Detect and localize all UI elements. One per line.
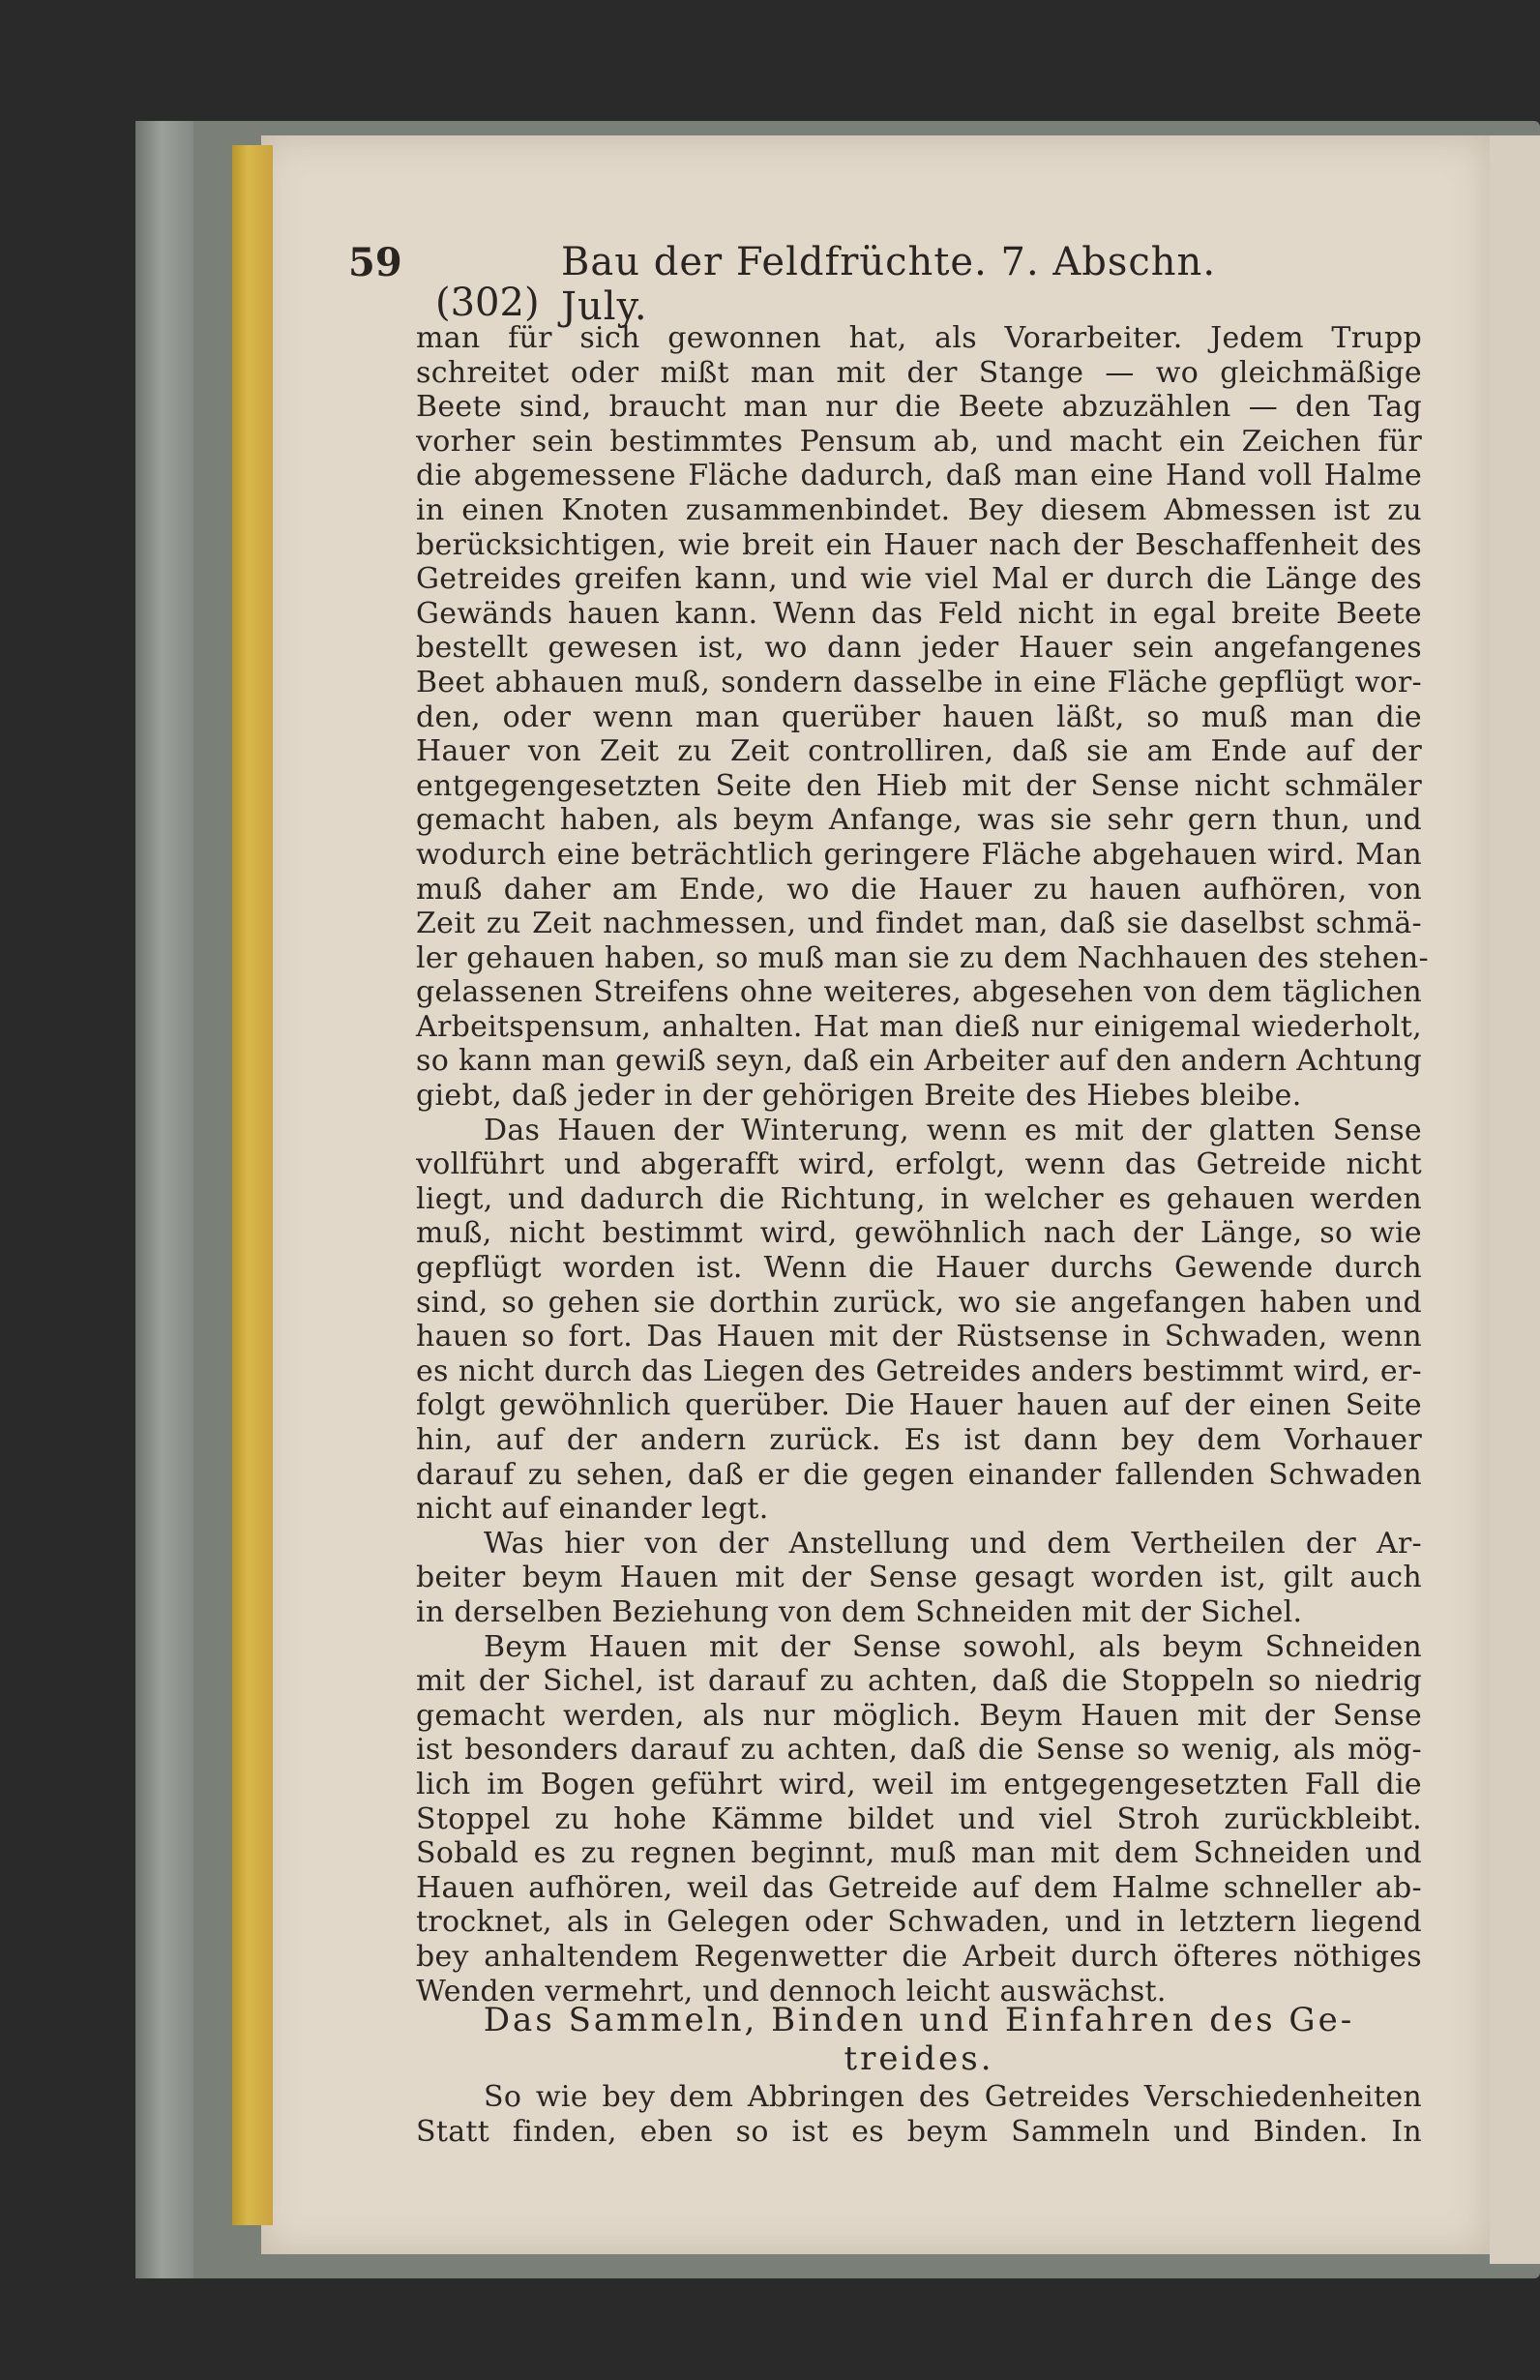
- text-line: man für sich gewonnen hat, als Vorarbeiter. Jedem Trupp: [416, 321, 1422, 355]
- section-heading-line-2: treides.: [844, 2039, 994, 2078]
- text-line: vorher sein bestimmtes Pensum ab, und macht ein Zeichen für: [416, 424, 1422, 459]
- text-line: den, oder wenn man querüber hauen läßt, so muß man die: [416, 699, 1422, 734]
- text-line: in einen Knoten zusammenbindet. Bey diesem Abmessen ist zu: [416, 492, 1422, 527]
- text-line: gemacht haben, als beym Anfange, was sie sehr gern thun, und: [416, 803, 1422, 838]
- text-line: So wie bey dem Abbringen des Getreides Verschiedenheiten: [484, 2080, 1422, 2114]
- text-line: bestellt gewesen ist, wo dann jeder Hauer sein angefangenes: [416, 631, 1422, 666]
- text-line: Beym Hauen mit der Sense sowohl, als beym Schneiden: [484, 1629, 1422, 1664]
- text-line: gemacht werden, als nur möglich. Beym Hauen mit der Sense: [416, 1698, 1422, 1733]
- text-line: entgegengesetzten Seite den Hieb mit der Sense nicht schmäler: [416, 768, 1422, 803]
- text-line: Das Hauen der Winterung, wenn es mit der glatten Sense: [484, 1113, 1422, 1147]
- text-line: darauf zu sehen, daß er die gegen einander fallenden Schwaden: [416, 1457, 1422, 1492]
- text-line: Wenden vermehrt, und dennoch leicht auswächst.: [416, 1974, 1167, 2008]
- text-line: Stoppel zu hohe Kämme bildet und viel Stroh zurückbleibt.: [416, 1801, 1422, 1836]
- text-line: nicht auf einander legt.: [416, 1492, 769, 1527]
- text-line: lich im Bogen geführt wird, weil im entgegengesetzten Fall die: [416, 1767, 1422, 1801]
- running-head: Bau der Feldfrüchte. 7. Abschn. July.: [561, 240, 1217, 329]
- text-line: vollführt und abgerafft wird, erfolgt, wenn das Getreide nicht: [416, 1147, 1422, 1182]
- text-line: Was hier von der Anstellung und dem Vertheilen der Ar-: [484, 1526, 1422, 1561]
- section-heading-line-1: Das Sammeln, Binden und Einfahren des Ge-: [483, 2001, 1355, 2039]
- text-line: gelassenen Streifens ohne weiteres, abgesehen von dem täglichen: [416, 975, 1422, 1010]
- text-line: wodurch eine beträchtlich geringere Fläche abgehauen wird. Man: [416, 837, 1422, 872]
- book-spine-edge: [135, 121, 193, 2278]
- text-line: Arbeitspensum, anhalten. Hat man dieß nur einigemal wiederholt,: [416, 1009, 1422, 1044]
- text-line: Sobald es zu regnen beginnt, muß man mit dem Schneiden und: [416, 1836, 1422, 1871]
- text-line: gepflügt worden ist. Wenn die Hauer durchs Gewende durch: [416, 1251, 1422, 1286]
- text-line: hin, auf der andern zurück. Es ist dann bey dem Vorhauer: [416, 1423, 1422, 1457]
- text-line: liegt, und dadurch die Richtung, in welcher es gehauen werden: [416, 1181, 1422, 1216]
- text-line: so kann man gewiß seyn, daß ein Arbeiter auf den andern Achtung: [416, 1044, 1422, 1079]
- text-line: Beet abhauen muß, sondern dasselbe in eine Fläche gepflügt wor-: [416, 665, 1422, 699]
- text-line: ler gehauen haben, so muß man sie zu dem Nachhauen des stehen-: [416, 940, 1429, 975]
- text-line: bey anhaltendem Regenwetter die Arbeit durch öfteres nöthiges: [416, 1939, 1422, 1974]
- text-line: Hauen aufhören, weil das Getreide auf dem Halme schneller ab-: [416, 1870, 1422, 1905]
- text-line: mit der Sichel, ist darauf zu achten, daß die Stoppeln so niedrig: [416, 1664, 1422, 1699]
- text-line: in derselben Beziehung von dem Schneiden mit der Sichel.: [416, 1594, 1303, 1629]
- body-text: [416, 321, 1429, 2008]
- text-line: schreitet oder mißt man mit der Stange — wo gleichmäßige: [416, 355, 1422, 390]
- text-line: Beete sind, braucht man nur die Beete abzuzählen — den Tag: [416, 390, 1422, 425]
- text-line: sind, so gehen sie dorthin zurück, wo sie angefangen haben und: [416, 1285, 1422, 1320]
- text-line: beiter beym Hauen mit der Sense gesagt worden ist, gilt auch: [416, 1561, 1422, 1595]
- text-line: muß daher am Ende, wo die Hauer zu hauen aufhören, von: [416, 872, 1422, 907]
- text-line: Getreides greifen kann, und wie viel Mal er durch die Länge des: [416, 562, 1422, 597]
- gilt-page-edge: [232, 145, 273, 2225]
- text-line: Hauer von Zeit zu Zeit controlliren, daß sie am Ende auf der: [416, 734, 1422, 769]
- text-line: folgt gewöhnlich querüber. Die Hauer hauen auf der einen Seite: [416, 1388, 1422, 1423]
- text-line: muß, nicht bestimmt wird, gewöhnlich nach der Länge, so wie: [416, 1216, 1422, 1251]
- text-line: die abgemessene Fläche dadurch, daß man eine Hand voll Halme: [416, 459, 1422, 493]
- text-line: trocknet, als in Gelegen oder Schwaden, und in letztern liegend: [416, 1905, 1422, 1940]
- text-line: Zeit zu Zeit nachmessen, und findet man, daß sie daselbst schmä-: [416, 907, 1422, 941]
- section-number: (302): [435, 281, 540, 325]
- facing-page-edge: [1490, 135, 1540, 2264]
- text-line: es nicht durch das Liegen des Getreides anders bestimmt wird, er-: [416, 1354, 1422, 1388]
- page-number: 59: [348, 240, 402, 285]
- text-line: Gewänds hauen kann. Wenn das Feld nicht in egal breite Beete: [416, 596, 1422, 631]
- section-heading: [416, 2001, 1422, 2078]
- text-line: giebt, daß jeder in der gehörigen Breite des Hiebes bleibe.: [416, 1079, 1302, 1114]
- text-line: ist besonders darauf zu achten, daß die Sense so wenig, als mög-: [416, 1733, 1422, 1768]
- text-line: berücksichtigen, wie breit ein Hauer nach der Beschaffenheit des: [416, 527, 1422, 562]
- text-line: hauen so fort. Das Hauen mit der Rüstsense in Schwaden, wenn: [416, 1320, 1422, 1354]
- text-line: Statt finden, eben so ist es beym Sammeln und Binden. In: [416, 2114, 1422, 2149]
- continuation-text: [416, 2080, 1422, 2149]
